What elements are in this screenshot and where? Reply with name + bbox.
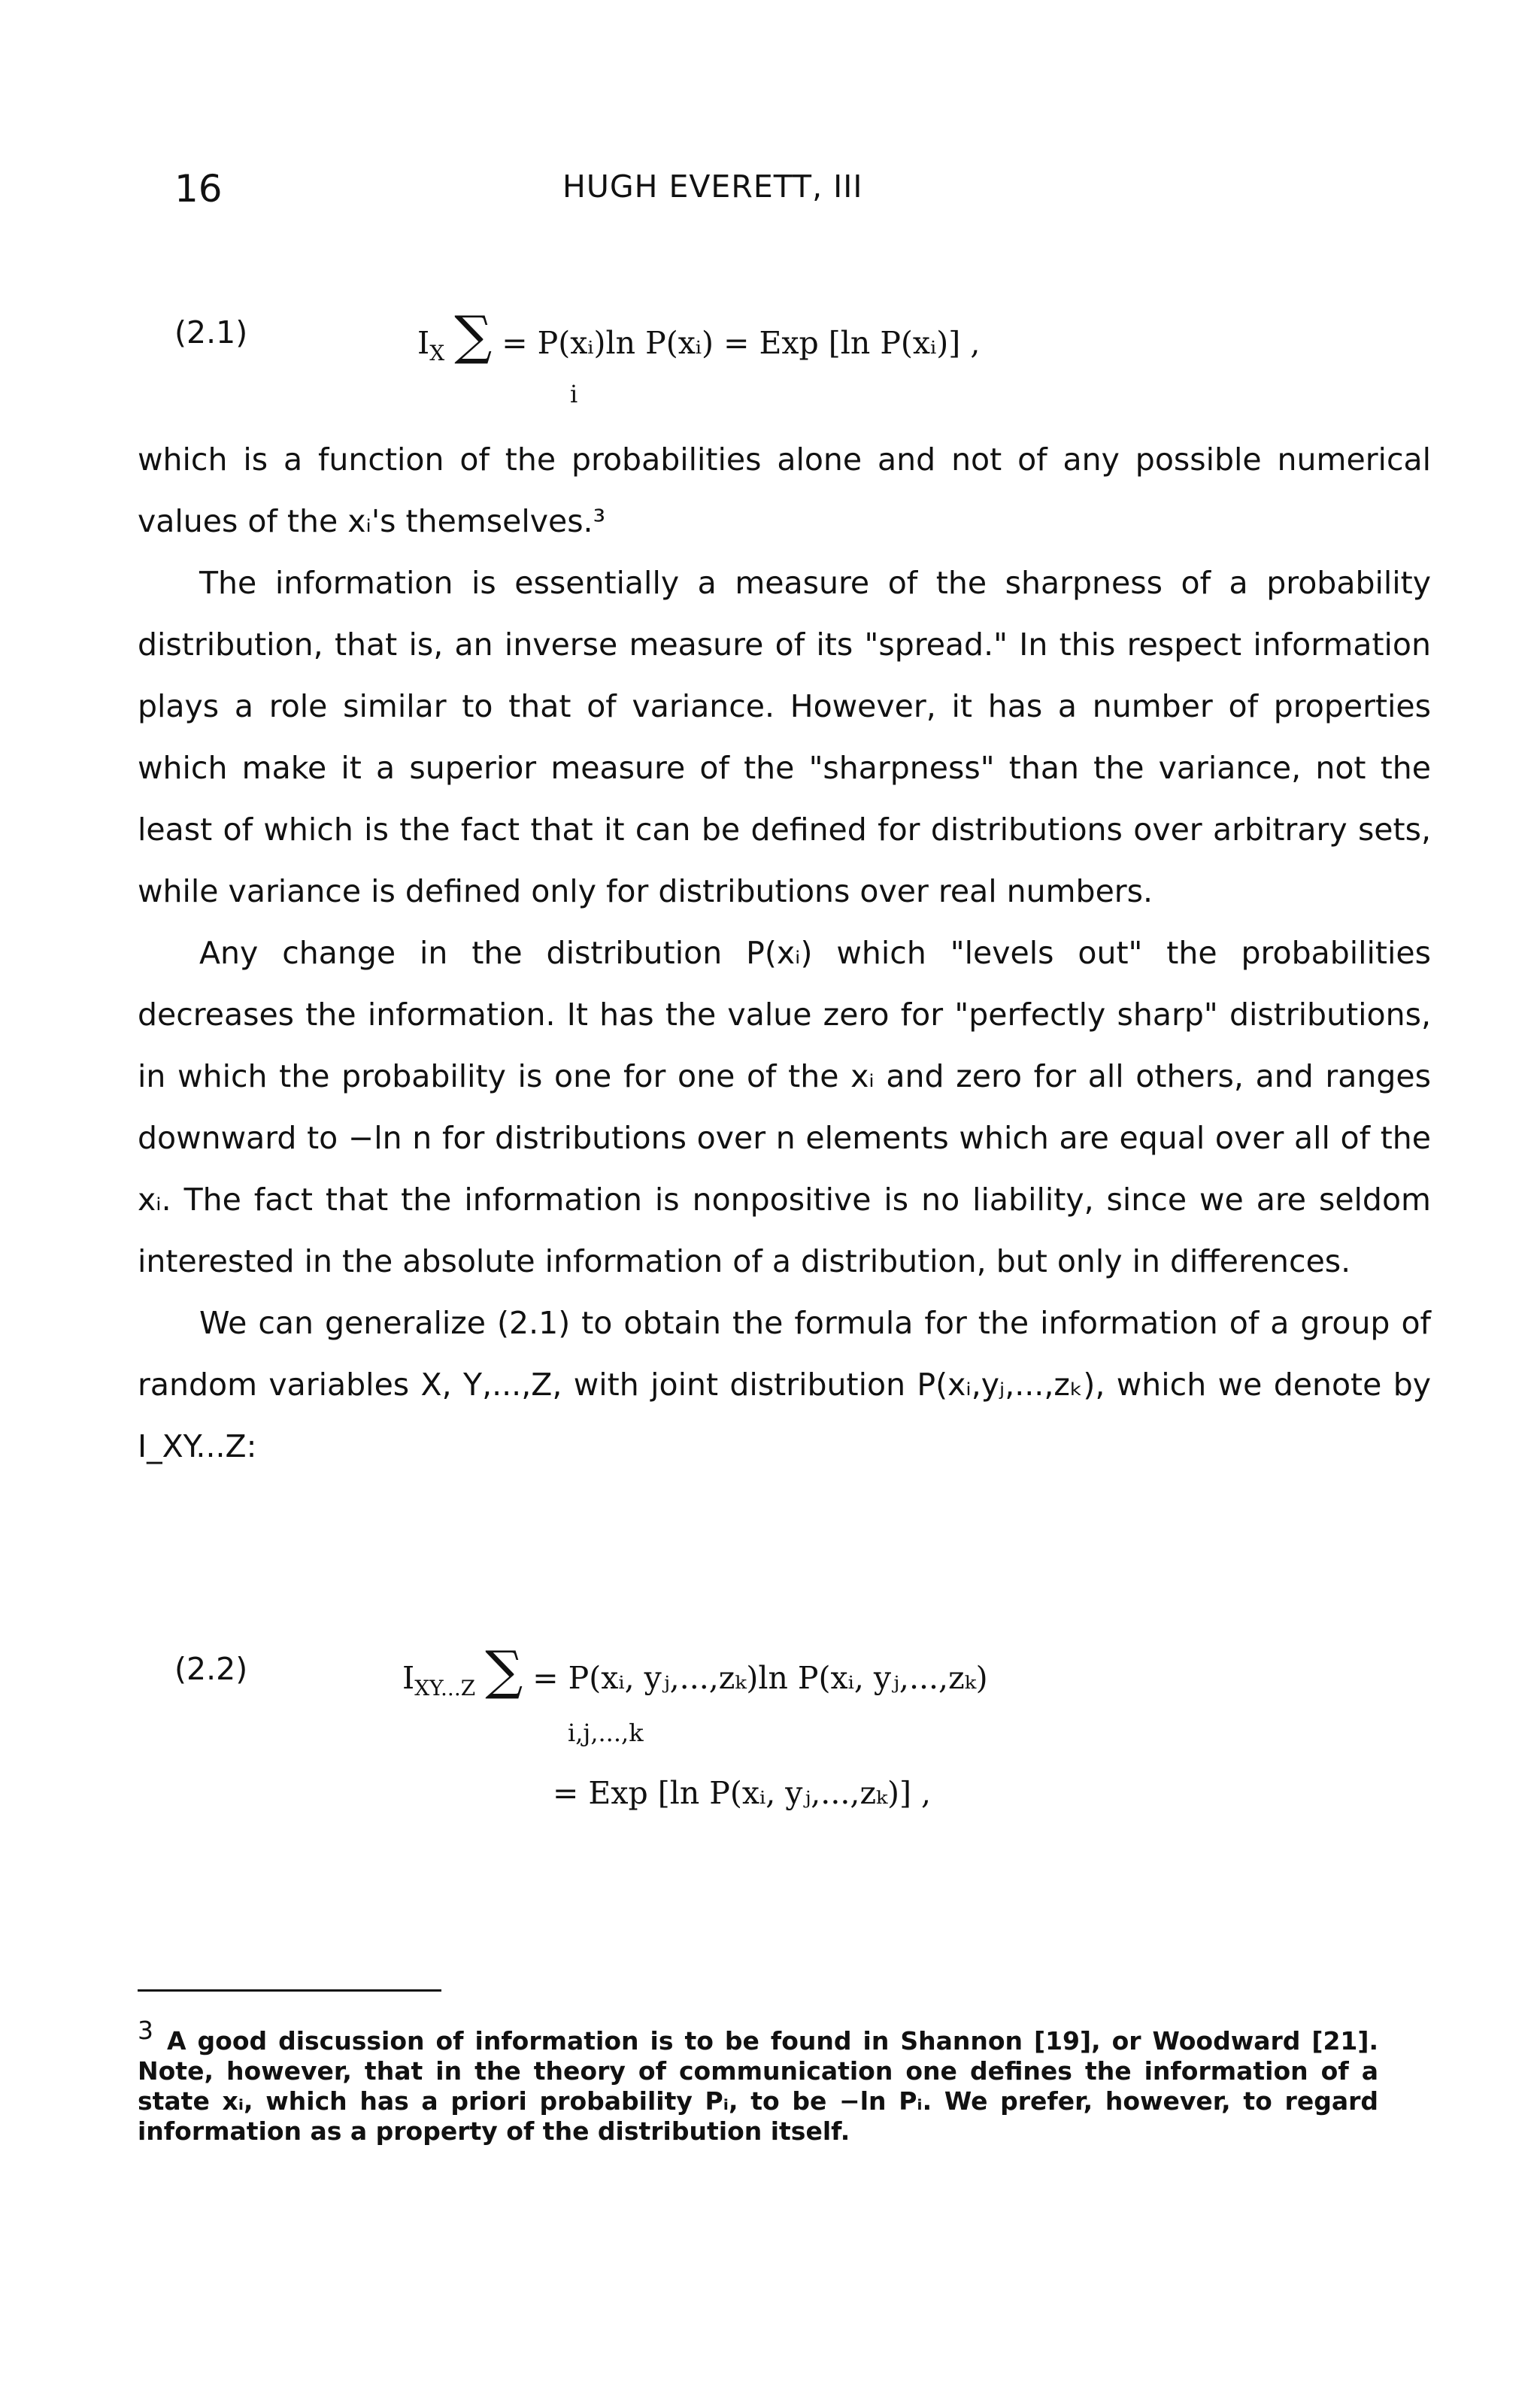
equation-2-2-line-2: = Exp [ln P(xᵢ, yⱼ,...,zₖ)] ,: [553, 1775, 932, 1811]
equation-2-1-lhs-subscript: X: [429, 341, 445, 366]
running-head: HUGH EVERETT, III: [562, 168, 863, 205]
body-text-upper: [138, 429, 1431, 1477]
paragraph-2: The information is essentially a measure of the sharpness of a probability distribution, that is, an inverse measure of its "spread." In this respect information plays a role similar to that of variance. However, it has a number of properties which make it a superior measure of the "sharpness" than the variance, not the least of which is the fact that it can be defined for distributions over arbitrary sets, while variance is defined only for distributions over real numbers.: [138, 565, 1431, 909]
equation-2-1-sum-index: i: [570, 380, 578, 408]
equation-2-1-sigma: ∑: [454, 305, 493, 366]
footnote-mark: 3: [138, 2016, 153, 2045]
footnote-rule: [138, 1989, 441, 1992]
footnote: [138, 2016, 1378, 2147]
footnote-text: A good discussion of information is to be found in Shannon [19], or Woodward [21]. Note, however, that in the theory of communication one defines the information of a state xᵢ, which has a priori probability Pᵢ, to be −ln Pᵢ. We prefer, however, to regard information as a property of the distribution itself.: [138, 2026, 1378, 2146]
equation-2-1: [417, 305, 980, 366]
equation-2-2-sigma: ∑: [485, 1640, 523, 1701]
equation-label-2-1: (2.1): [174, 314, 248, 350]
equation-2-2-line-1: [402, 1640, 988, 1701]
equation-2-1-rhs: = P(xᵢ)ln P(xᵢ) = Exp [ln P(xᵢ)] ,: [502, 325, 981, 361]
equation-2-2-sum-index: i,j,...,k: [568, 1719, 644, 1747]
equation-label-2-2: (2.2): [174, 1651, 248, 1687]
page-number: 16: [174, 167, 223, 211]
equation-2-2-lhs-subscript: XY...Z: [414, 1676, 476, 1701]
equation-2-1-lhs: I: [417, 325, 430, 361]
paragraph-1: which is a function of the probabilities alone and not of any possible numerical values of the xᵢ's themselves.³: [138, 441, 1431, 539]
paragraph-3: Any change in the distribution P(xᵢ) which "levels out" the probabilities decreases the information. It has the value zero for "perfectly sharp" distributions, in which the probability is one for one of the xᵢ and zero for all others, and ranges downward to −ln n for distributions over n elements which are equal over all of the xᵢ. The fact that the information is nonpositive is no liability, since we are seldom interested in the absolute information of a distribution, but only in differences.: [138, 935, 1431, 1279]
equation-2-2-lhs: I: [402, 1660, 415, 1696]
equation-2-2-rhs-line-1: = P(xᵢ, yⱼ,...,zₖ)ln P(xᵢ, yⱼ,...,zₖ): [532, 1660, 988, 1696]
paragraph-4: We can generalize (2.1) to obtain the formula for the information of a group of random variables X, Y,...,Z, with joint distribution P(xᵢ,yⱼ,...,zₖ), which we denote by I_XY...Z:: [138, 1305, 1431, 1464]
